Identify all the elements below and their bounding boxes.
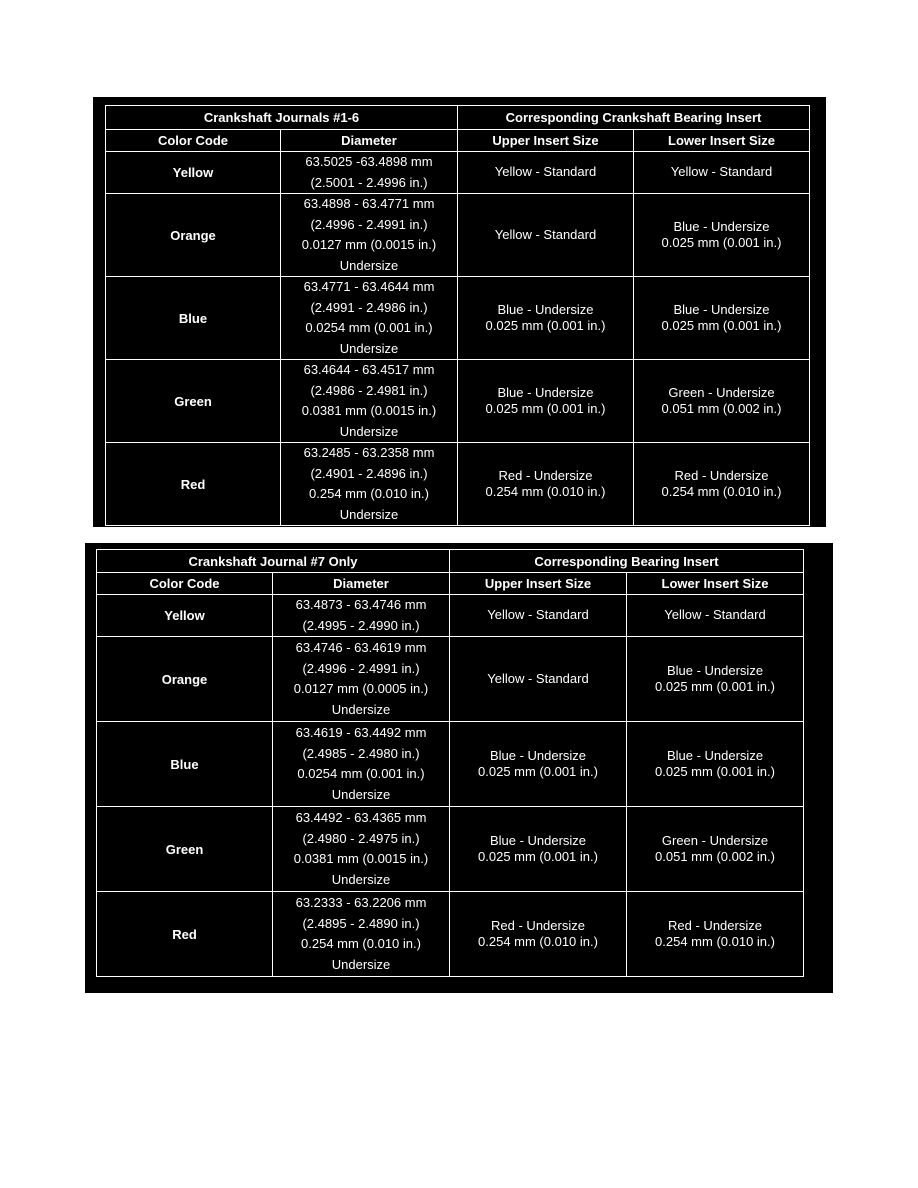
table2-header-lower: Lower Insert Size	[627, 573, 804, 595]
upper-insert-cell-line: Blue - Undersize	[497, 384, 594, 400]
color-code-cell: Yellow	[106, 152, 281, 194]
color-code-cell: Red	[97, 892, 273, 977]
diameter-cell-line: (2.4895 - 2.4890 in.)	[302, 915, 420, 931]
table2-body	[97, 595, 804, 977]
table-row	[97, 892, 804, 977]
lower-insert-cell-line: Yellow - Standard	[670, 164, 773, 180]
diameter-cell-line: (2.4996 - 2.4991 in.)	[302, 660, 420, 676]
table1-header-lower: Lower Insert Size	[634, 130, 810, 152]
diameter-cell-line: 63.4746 - 63.4619 mm	[295, 640, 427, 655]
lower-insert-cell	[634, 360, 810, 443]
diameter-cell-line: 63.4619 - 63.4492 mm	[295, 725, 427, 740]
table1	[105, 105, 810, 526]
color-code-cell: Green	[106, 360, 281, 443]
table-row	[106, 277, 810, 360]
diameter-cell-line: 63.2333 - 63.2206 mm	[295, 895, 427, 910]
lower-insert-cell-line: 0.025 mm (0.001 in.)	[655, 679, 775, 694]
lower-insert-cell-line: 0.051 mm (0.002 in.)	[655, 849, 775, 864]
table1-header-upper: Upper Insert Size	[458, 130, 634, 152]
upper-insert-cell	[458, 194, 634, 277]
color-code-cell: Orange	[97, 637, 273, 722]
diameter-cell-line: 0.0127 mm (0.0015 in.)	[301, 237, 437, 252]
diameter-cell-line: (2.4986 - 2.4981 in.)	[310, 382, 428, 398]
lower-insert-cell-line: Yellow - Standard	[664, 607, 766, 623]
diameter-cell-line: 63.4898 - 63.4771 mm	[303, 196, 435, 211]
diameter-cell-line: Undersize	[339, 257, 399, 273]
upper-insert-cell	[458, 360, 634, 443]
table2-header-upper: Upper Insert Size	[450, 573, 627, 595]
diameter-cell-line: 63.2485 - 63.2358 mm	[303, 445, 435, 460]
table-row	[97, 637, 804, 722]
diameter-cell-line: 0.0254 mm (0.001 in.)	[305, 320, 433, 335]
diameter-cell	[281, 194, 458, 277]
upper-insert-cell-line: Blue - Undersize	[489, 747, 587, 763]
diameter-cell-line: 63.4873 - 63.4746 mm	[295, 597, 427, 612]
lower-insert-cell-line: 0.025 mm (0.001 in.)	[661, 235, 782, 250]
lower-insert-cell	[627, 637, 804, 722]
table-row	[97, 807, 804, 892]
lower-insert-cell-line: 0.254 mm (0.010 in.)	[661, 484, 782, 499]
diameter-cell-line: 0.0381 mm (0.0015 in.)	[301, 403, 437, 418]
diameter-cell-line: (2.4980 - 2.4975 in.)	[302, 830, 420, 846]
table1-title-right: Corresponding Crankshaft Bearing Insert	[458, 106, 810, 130]
table-row	[106, 443, 810, 526]
diameter-cell-line: 63.4492 - 63.4365 mm	[295, 810, 427, 825]
upper-insert-cell-line: Blue - Undersize	[489, 832, 587, 848]
upper-insert-cell-line: Red - Undersize	[498, 467, 593, 483]
table-row	[97, 722, 804, 807]
diameter-cell-line: Undersize	[331, 786, 391, 802]
lower-insert-cell-line: Blue - Undersize	[666, 662, 764, 678]
diameter-cell-line: (2.4901 - 2.4896 in.)	[310, 465, 428, 481]
upper-insert-cell	[458, 277, 634, 360]
table1-header-color: Color Code	[106, 130, 281, 152]
diameter-cell-line: (2.4996 - 2.4991 in.)	[310, 216, 428, 232]
table1-body	[106, 152, 810, 526]
diameter-cell-line: Undersize	[339, 506, 399, 522]
lower-insert-cell-line: Blue - Undersize	[666, 747, 764, 763]
upper-insert-cell-line: Blue - Undersize	[497, 301, 594, 317]
color-code-cell: Blue	[97, 722, 273, 807]
diameter-cell-line: 0.254 mm (0.010 in.)	[301, 936, 421, 951]
upper-insert-cell	[458, 152, 634, 194]
diameter-cell-line: Undersize	[339, 340, 399, 356]
diameter-cell	[273, 595, 450, 637]
upper-insert-cell-line: Yellow - Standard	[487, 607, 589, 623]
upper-insert-cell	[450, 722, 627, 807]
upper-insert-cell-line: 0.025 mm (0.001 in.)	[478, 764, 598, 779]
diameter-cell-line: Undersize	[339, 423, 399, 439]
table1-panel	[93, 97, 826, 527]
diameter-cell	[273, 892, 450, 977]
diameter-cell-line: (2.4985 - 2.4980 in.)	[302, 745, 420, 761]
lower-insert-cell-line: Blue - Undersize	[673, 301, 770, 317]
table2-header-diameter: Diameter	[273, 573, 450, 595]
diameter-cell	[273, 807, 450, 892]
diameter-cell-line: (2.5001 - 2.4996 in.)	[310, 174, 428, 190]
lower-insert-cell-line: 0.025 mm (0.001 in.)	[661, 318, 782, 333]
upper-insert-cell-line: Red - Undersize	[491, 917, 585, 933]
diameter-cell-line: 0.0254 mm (0.001 in.)	[297, 766, 425, 781]
upper-insert-cell-line: 0.254 mm (0.010 in.)	[478, 934, 598, 949]
upper-insert-cell-line: Yellow - Standard	[487, 670, 589, 686]
color-code-cell: Yellow	[97, 595, 273, 637]
upper-insert-cell	[458, 443, 634, 526]
upper-insert-cell-line: 0.025 mm (0.001 in.)	[485, 401, 606, 416]
color-code-cell: Green	[97, 807, 273, 892]
diameter-cell	[281, 277, 458, 360]
lower-insert-cell	[634, 152, 810, 194]
color-code-cell: Blue	[106, 277, 281, 360]
table2-title-left: Crankshaft Journal #7 Only	[97, 550, 450, 573]
lower-insert-cell-line: 0.051 mm (0.002 in.)	[661, 401, 782, 416]
upper-insert-cell-line: Yellow - Standard	[494, 226, 597, 242]
diameter-cell-line: 63.4644 - 63.4517 mm	[303, 362, 435, 377]
diameter-cell-line: (2.4991 - 2.4986 in.)	[310, 299, 428, 315]
upper-insert-cell-line: 0.025 mm (0.001 in.)	[478, 849, 598, 864]
lower-insert-cell-line: 0.025 mm (0.001 in.)	[655, 764, 775, 779]
diameter-cell	[273, 722, 450, 807]
upper-insert-cell	[450, 637, 627, 722]
diameter-cell	[281, 443, 458, 526]
diameter-cell-line: 0.0381 mm (0.0015 in.)	[293, 851, 429, 866]
upper-insert-cell-line: 0.025 mm (0.001 in.)	[485, 318, 606, 333]
table-row	[106, 194, 810, 277]
table2-title-right: Corresponding Bearing Insert	[450, 550, 804, 573]
upper-insert-cell	[450, 595, 627, 637]
diameter-cell-line: Undersize	[331, 701, 391, 717]
lower-insert-cell-line: Green - Undersize	[661, 832, 769, 848]
diameter-cell	[281, 152, 458, 194]
table1-title-left: Crankshaft Journals #1-6	[106, 106, 458, 130]
upper-insert-cell	[450, 892, 627, 977]
lower-insert-cell	[634, 194, 810, 277]
table2	[96, 549, 804, 977]
lower-insert-cell	[627, 722, 804, 807]
table-row	[97, 595, 804, 637]
table-row	[106, 152, 810, 194]
lower-insert-cell	[634, 443, 810, 526]
upper-insert-cell	[450, 807, 627, 892]
diameter-cell	[281, 360, 458, 443]
table1-header-diameter: Diameter	[281, 130, 458, 152]
diameter-cell-line: Undersize	[331, 871, 391, 887]
table-row	[106, 360, 810, 443]
diameter-cell-line: 0.254 mm (0.010 in.)	[309, 486, 429, 501]
lower-insert-cell	[634, 277, 810, 360]
lower-insert-cell-line: Blue - Undersize	[673, 218, 770, 234]
diameter-cell	[273, 637, 450, 722]
diameter-cell-line: 63.5025 -63.4898 mm	[305, 154, 433, 169]
lower-insert-cell	[627, 892, 804, 977]
lower-insert-cell	[627, 595, 804, 637]
lower-insert-cell-line: Red - Undersize	[668, 917, 762, 933]
table2-header-color: Color Code	[97, 573, 273, 595]
upper-insert-cell-line: Yellow - Standard	[494, 164, 597, 180]
diameter-cell-line: Undersize	[331, 956, 391, 972]
lower-insert-cell-line: 0.254 mm (0.010 in.)	[655, 934, 775, 949]
diameter-cell-line: 63.4771 - 63.4644 mm	[303, 279, 435, 294]
color-code-cell: Red	[106, 443, 281, 526]
diameter-cell-line: (2.4995 - 2.4990 in.)	[302, 617, 420, 633]
table2-panel	[85, 543, 833, 993]
upper-insert-cell-line: 0.254 mm (0.010 in.)	[485, 484, 606, 499]
diameter-cell-line: 0.0127 mm (0.0005 in.)	[293, 681, 429, 696]
lower-insert-cell	[627, 807, 804, 892]
lower-insert-cell-line: Green - Undersize	[668, 384, 775, 400]
lower-insert-cell-line: Red - Undersize	[674, 467, 769, 483]
color-code-cell: Orange	[106, 194, 281, 277]
